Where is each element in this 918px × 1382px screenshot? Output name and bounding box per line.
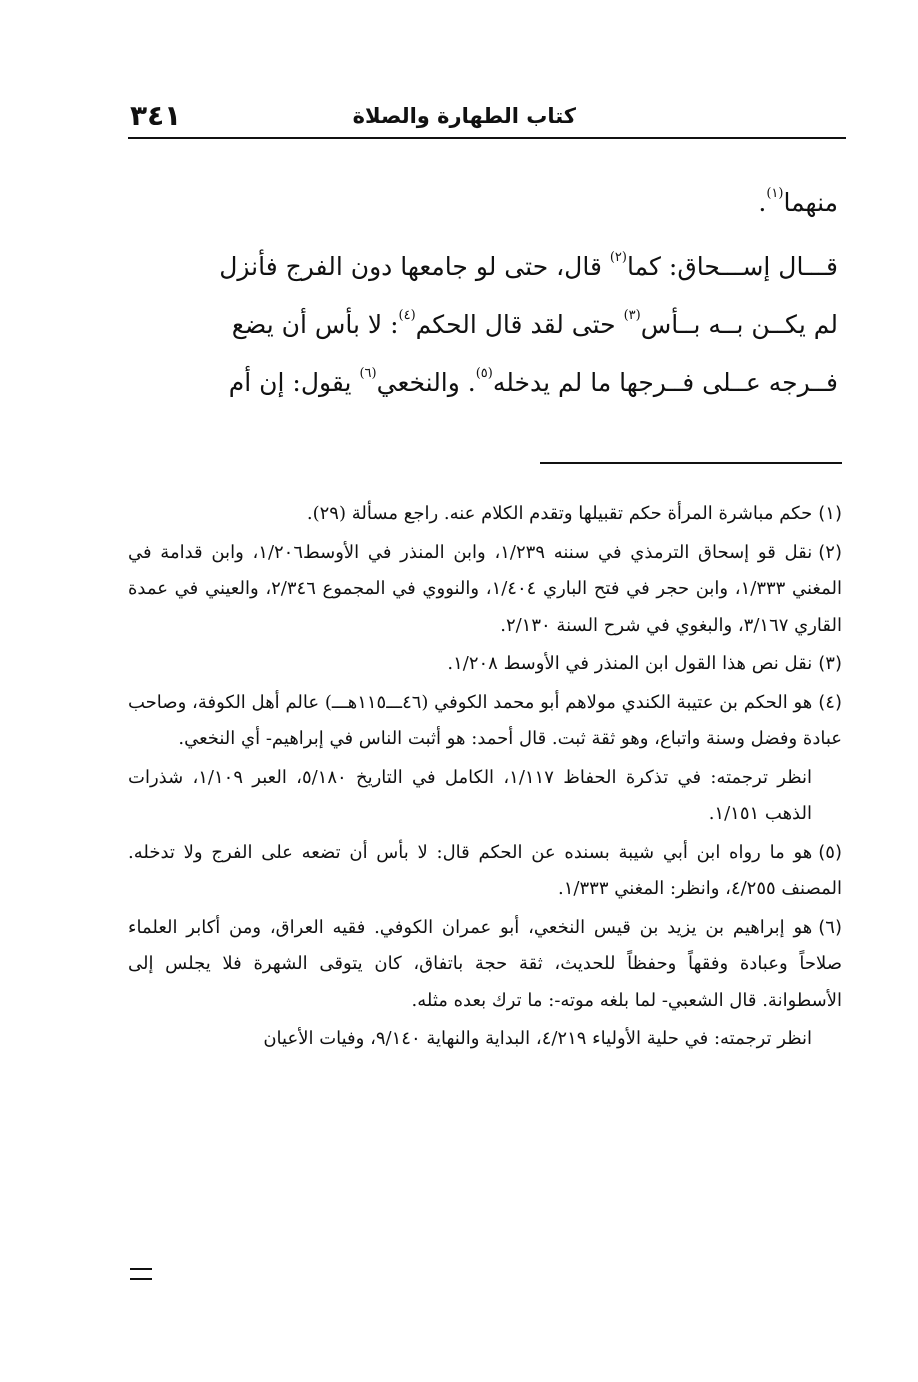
main-text-segment: لم يكــن بــه بــأس xyxy=(640,310,838,339)
footnote-continuation: انظر ترجمته: في حلية الأولياء ٤/٢١٩، البداية والنهاية ٩/١٤٠، وفيات الأعيان xyxy=(263,1028,812,1049)
footnote-number: (٣) xyxy=(818,653,842,674)
footnote-marker: (٦) xyxy=(359,366,377,381)
footnote-marker: (٥) xyxy=(475,366,493,381)
footnote-text: هو ما رواه ابن أبي شيبة بسنده عن الحكم قال: لا بأس أن تضعه على الفرج ولا تدخله. المصنف ٤/٢٥٥، وانظر: المغني ١/٣٣٣. xyxy=(128,841,842,899)
page-number: ٣٤١ xyxy=(130,99,182,132)
main-text-segment: حتى لقد قال الحكم xyxy=(415,310,624,339)
footnote-item xyxy=(128,535,842,645)
footnote-marker: (٤) xyxy=(398,308,416,323)
main-text-block xyxy=(128,172,838,412)
continuation-mark xyxy=(130,1268,152,1280)
footnote-text: نقل قو إسحاق الترمذي في سننه ١/٢٣٩، وابن المنذر في الأوسط١/٢٠٦، وابن قدامة في المغني ١/٣٣٣، وابن حجر في فتح الباري ١/٤٠٤، والنووي في المجموع ٢/٣٤٦، والعيني في عمدة القاري ٣/١٦٧، والبغوي في شرح السنة ٢/١٣٠. xyxy=(128,541,843,636)
main-text-line xyxy=(128,354,838,412)
footnote-text: هو إبراهيم بن يزيد بن قيس النخعي، أبو عمران الكوفي. فقيه العراق، ومن أكابر العلماء صلاحاً وعبادة وفقهاً وحفظاً للحديث، ثقة حجة باتفاق، كان يتوقى الشهرة فلا يجلس إلى الأسطوانة. قال الشعبي- لما بلغه موته-: ما ترك بعده مثله. xyxy=(128,916,842,1011)
main-text-line xyxy=(128,172,838,234)
main-text-segment: فــرجه عــلى فــرجها ما لم يدخله xyxy=(492,368,838,397)
footnote-text: هو الحكم بن عتيبة الكندي مولاهم أبو محمد الكوفي (٤٦ـــ١١٥هـــ) عالم أهل الكوفة، وصاحب عبادة وفضل وسنة واتباع، وهو ثقة ثبت. قال أحمد: هو أثبت الناس في إبراهيم- أي النخعي. xyxy=(128,691,842,749)
main-text-line xyxy=(128,238,838,296)
footnote-marker: (١) xyxy=(766,186,784,201)
main-text-segment: : لا بأس أن يضع xyxy=(231,310,399,339)
main-text-segment: قال، حتى لو جامعها دون الفرج فأنزل xyxy=(219,252,610,281)
footnote-marker: (٣) xyxy=(623,308,641,323)
footnote-number: (٥) xyxy=(818,841,842,863)
main-text-segment: يقول: إن أم xyxy=(228,368,360,397)
main-text-segment: . والنخعي xyxy=(376,368,476,397)
footnote-item xyxy=(128,646,842,683)
footnote-separator xyxy=(540,462,842,464)
footnote-marker: (٢) xyxy=(609,250,627,265)
footnote-item xyxy=(128,685,842,758)
main-text-segment: منهما xyxy=(783,188,838,217)
main-text-line xyxy=(128,296,838,354)
footnote-text: نقل نص هذا القول ابن المنذر في الأوسط ١/٢٠٨. xyxy=(447,653,813,674)
footnote-item xyxy=(128,496,842,533)
footnote-text: حكم مباشرة المرأة حكم تقبيلها وتقدم الكلام عنه. راجع مسألة (٢٩). xyxy=(306,503,813,524)
footnote-number: (١) xyxy=(818,503,842,524)
main-text-segment: قـــال إســـحاق: كما xyxy=(626,252,838,281)
running-title: كتاب الطهارة والصلاة xyxy=(352,104,576,128)
footnote-number: (٦) xyxy=(818,916,842,938)
footnote-item xyxy=(128,835,842,908)
main-text-segment: . xyxy=(758,188,767,217)
header-rule xyxy=(128,137,846,139)
footnote-continuation: انظر ترجمته: في تذكرة الحفاظ ١/١١٧، الكامل في التاريخ ٥/١٨٠، العبر ١/١٠٩، شذرات الذهب ١/١٥١. xyxy=(128,766,812,824)
page-header xyxy=(128,98,846,134)
footnotes-section xyxy=(128,496,842,1060)
footnote-item xyxy=(128,910,842,1020)
footnote-number: (٤) xyxy=(818,691,842,713)
footnote-number: (٢) xyxy=(818,541,842,563)
